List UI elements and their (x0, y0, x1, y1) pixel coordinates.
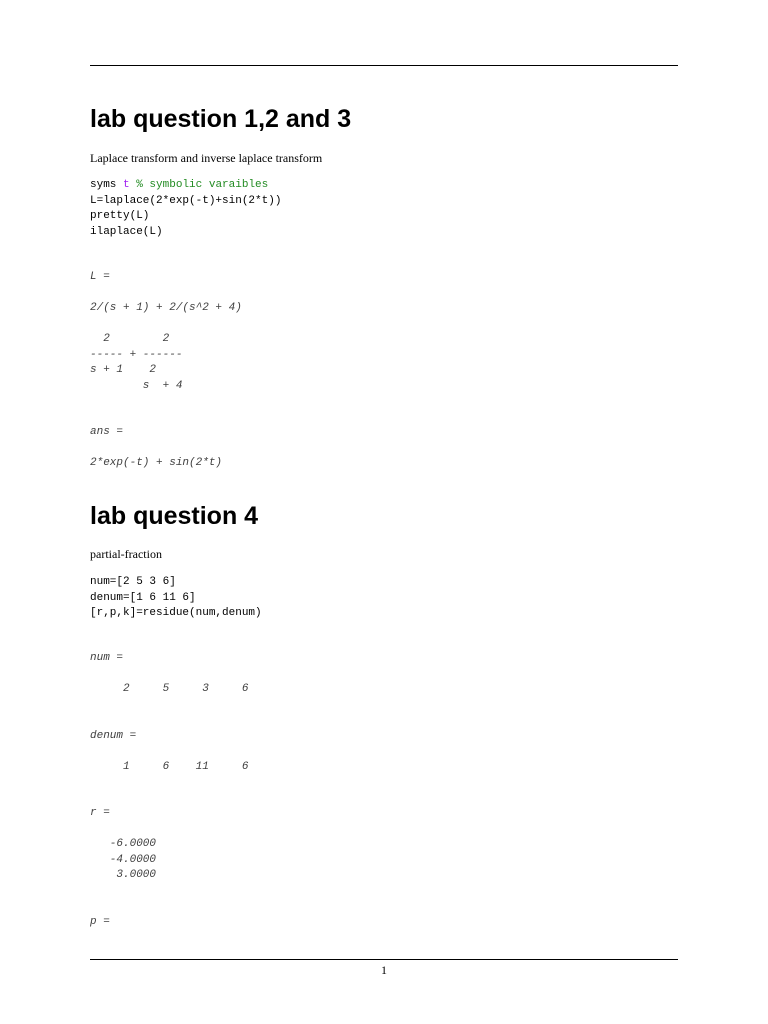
code-comment: % symbolic varaibles (136, 179, 269, 191)
code-line-pretty: pretty(L) (90, 210, 150, 222)
output-block-residue: num = 2 5 3 6 denum = 1 6 11 6 r = -6.0000 -4.0000 3.0000 p = (90, 652, 249, 928)
section-title-lab-4: lab question 4 (90, 502, 259, 530)
code-line-laplace: L=laplace(2*exp(-t)+sin(2*t)) (90, 194, 282, 207)
code-keyword-syms: syms (90, 179, 117, 191)
page-number: 1 (381, 963, 387, 977)
output-block-laplace: L = 2/(s + 1) + 2/(s^2 + 4) 2 2 ----- + ------ s + 1 2 s + 4 ans = 2*exp(-t) + sin(2*t) (90, 271, 242, 469)
code-line-ilaplace: ilaplace(L) (90, 225, 163, 238)
section-description-partial-fraction: partial-fraction (90, 547, 162, 561)
section-description-laplace: Laplace transform and inverse laplace transform (90, 151, 323, 165)
footer-rule (90, 959, 678, 960)
code-variable-t: t (123, 179, 130, 191)
code-block-laplace (90, 178, 281, 240)
code-block-residue: num=[2 5 3 6] denum=[1 6 11 6] [r,p,k]=residue(num,denum) (90, 576, 262, 619)
section-title-lab-1-2-3: lab question 1,2 and 3 (90, 105, 352, 133)
header-rule (90, 65, 678, 66)
